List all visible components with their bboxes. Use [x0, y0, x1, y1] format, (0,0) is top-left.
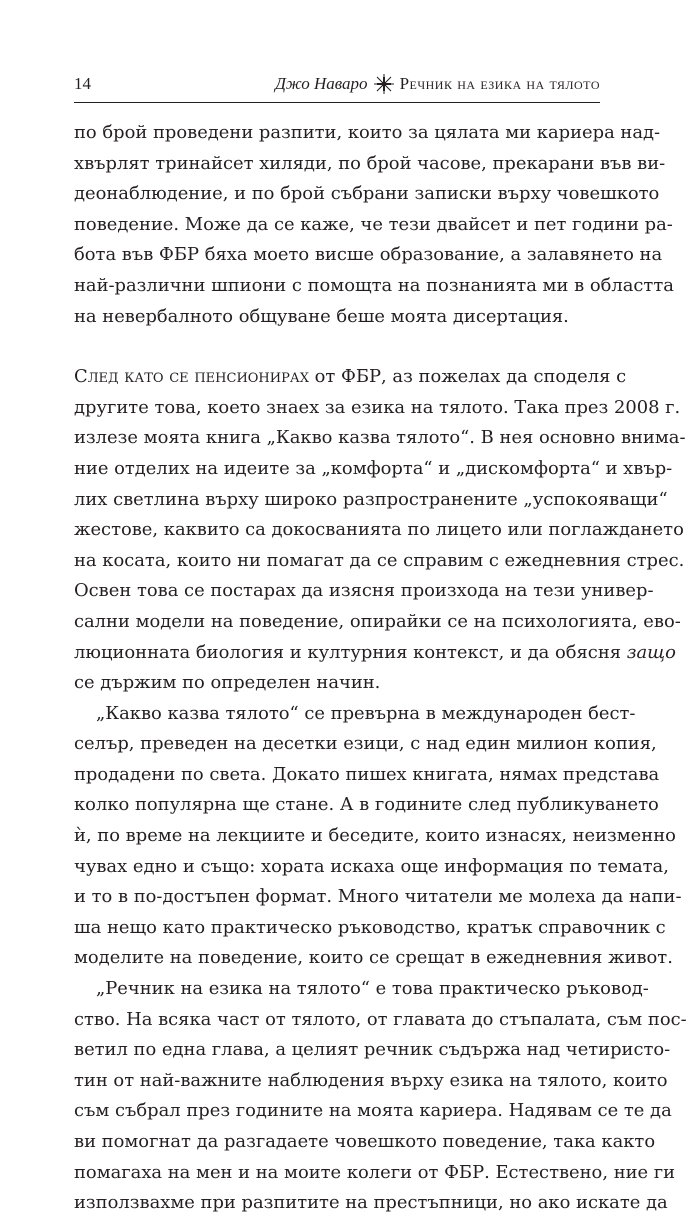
text-line: Освен това се постарах да изясня произхода на тези универ-: [74, 580, 654, 602]
text-line: ние отделих на идеите за „комфорта“ и „дискомфорта“ и хвър-: [74, 457, 673, 479]
paragraph-2: [74, 362, 686, 699]
text-line: лих светлина върху широко разпространените „успокояващи“: [74, 488, 668, 510]
text-line: [74, 362, 627, 393]
text-line: продадени по света. Докато пишех книгата, нямах представа: [74, 763, 660, 785]
text-line: жестове, каквито са докосванията по лицето или поглаждането: [74, 519, 684, 541]
text-line: „Речник на езика на тялото“ е това практическо ръковод-: [96, 978, 649, 1000]
text-line: „Какво казва тялото“ се превърна в международен бест-: [96, 702, 636, 724]
text-line: чувах едно и също: хората искаха още информация по темата,: [74, 855, 669, 877]
text-line: тин от най-важните наблюдения върху езика на тялото, които: [74, 1069, 668, 1091]
text-line: колко популярна ще стане. А в годините след публикуването: [74, 794, 659, 816]
text-line: селър, преведен на десетки езици, с над един милион копия,: [74, 733, 657, 755]
text-line: другите това, което знаех за езика на тялото. Така през 2008 г.: [74, 396, 681, 418]
text-segment: люционната биология и културния контекст, и да обясня: [74, 641, 622, 663]
text-line: на косата, които ни помагат да се справим с ежедневния стрес.: [74, 549, 685, 571]
body-text: [74, 118, 687, 1219]
text-line: ство. На всяка част от тялото, от главата до стъпалата, съм пос-: [74, 1008, 687, 1030]
text-line: по брой проведени разпити, които за цялата ми кариера над-: [74, 122, 661, 143]
author-name: Джо Наваро: [275, 74, 368, 93]
section-break: [74, 332, 594, 362]
text-line: ветил по една глава, а целият речник съдържа над четиристо-: [74, 1039, 671, 1061]
emphasis-word: защо: [626, 641, 676, 663]
paragraph-1: [74, 118, 674, 332]
text-line: хвърлят тринайсет хиляди, по брой часове, прекарани във ви-: [74, 152, 666, 174]
text-line: ша нещо като практическо ръководство, кратък справочник с: [74, 916, 666, 938]
text-line: деонаблюдение, и по брой събрани записки върху човешкото: [74, 183, 660, 205]
lead-in-rest: от ФБР, аз пожелах да споделя с: [308, 366, 627, 388]
text-line: най-различни шпиони с помощта на познанията ми в областта: [74, 274, 674, 296]
text-line: се държим по определен начин.: [74, 672, 381, 694]
text-line: ви помогнат да разгадаете човешкото поведение, така както: [74, 1131, 656, 1152]
text-line: ѝ, по време на лекциите и беседите, които изнасях, неизменно: [74, 825, 676, 847]
running-head: [275, 74, 600, 94]
text-line: използвахме при разпитите на престъпници, но ако искате да: [74, 1192, 668, 1214]
paragraph-3: [74, 699, 682, 974]
text-line: [74, 638, 676, 669]
lead-in-smallcaps: След като се пенсионирах: [74, 366, 309, 388]
text-line: излезе моята книга „Какво казва тялото“. В нея основно внима-: [74, 427, 686, 449]
text-line: съм събрал през годините на моята кариера. Надявам се те да: [74, 1100, 672, 1122]
text-line: сални модели на поведение, опирайки се на психологията, ево-: [74, 610, 681, 632]
text-line: бота във ФБР бяха моето висше образование, а залавянето на: [74, 244, 663, 266]
book-title: Речник на езика на тялото: [399, 74, 600, 93]
header-rule: [74, 102, 600, 103]
page-number: 14: [74, 74, 91, 93]
running-header: [74, 70, 600, 98]
starburst-icon: [374, 74, 394, 94]
paragraph-4: [74, 974, 687, 1219]
text-line: помагаха на мен и на моите колеги от ФБР. Естествено, ние ги: [74, 1161, 676, 1183]
text-line: моделите на поведение, които се срещат в ежедневния живот.: [74, 947, 673, 969]
text-line: и то в по-достъпен формат. Много читатели ме молеха да напи-: [74, 886, 682, 908]
text-line: на невербалното общуване беше моята дисертация.: [74, 305, 569, 327]
text-line: поведение. Може да се каже, че тези двайсет и пет години ра-: [74, 213, 673, 235]
